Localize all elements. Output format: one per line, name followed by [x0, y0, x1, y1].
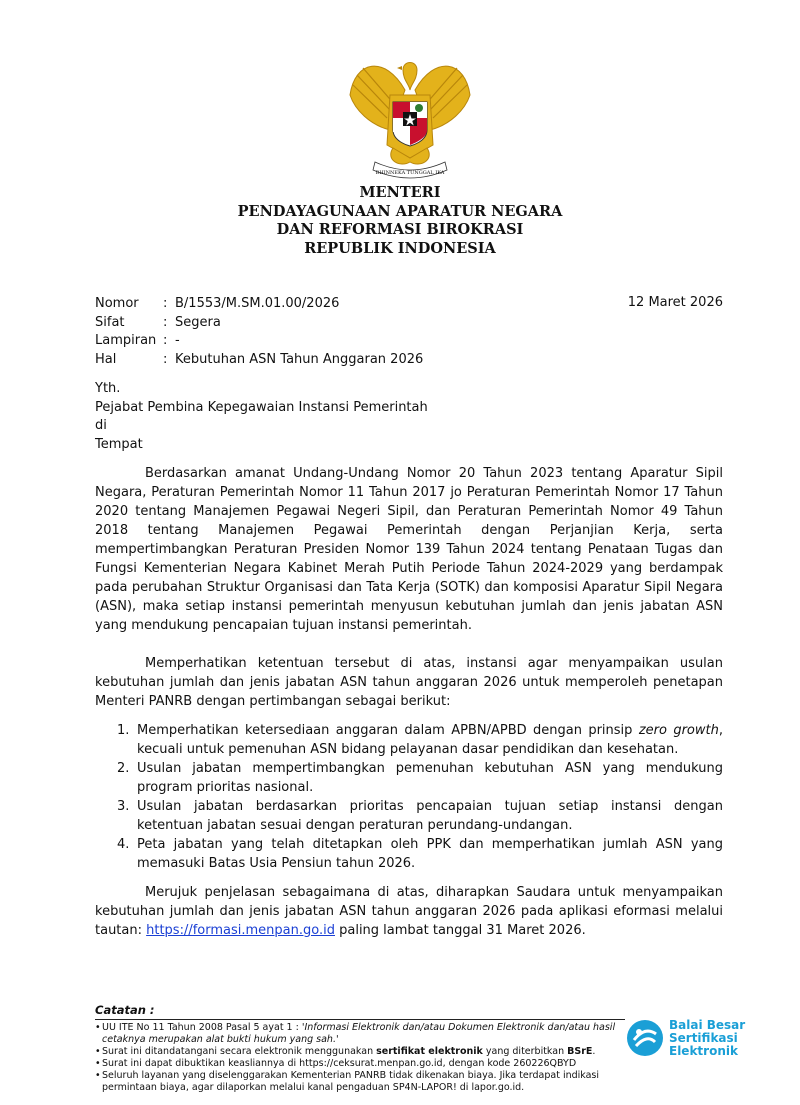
- hal-value: Kebutuhan ASN Tahun Anggaran 2026: [175, 351, 424, 367]
- notes-list: [95, 1022, 625, 1094]
- eformasi-link[interactable]: https://formasi.menpan.go.id: [146, 923, 335, 938]
- note-item: • Seluruh layanan yang diselenggarakan Kementerian PANRB tidak dikenakan biaya. Jika terdapat indikasi permintaan biaya, agar dilaporkan melalui kanal pengaduan SP4N-LAPOR! di lapor.go.id.: [95, 1070, 625, 1094]
- nomor-value: B/1553/M.SM.01.00/2026: [175, 296, 340, 311]
- note-item: • Surat ini ditandatangani secara elektronik menggunakan sertifikat elektronik yang diterbitkan BSrE.: [95, 1046, 625, 1058]
- paragraph-3: [95, 883, 723, 940]
- emphasis-zero-growth: zero growth: [638, 723, 719, 738]
- meta-row-lampiran: [95, 332, 423, 351]
- note-item: • Surat ini dapat dibuktikan keasliannya di https://ceksurat.menpan.go.id, dengan kode 260226QBYD: [95, 1058, 625, 1070]
- recipient-address: [95, 380, 428, 454]
- list-number: 3.: [117, 799, 130, 814]
- address-line-1: Yth.: [95, 381, 121, 396]
- list-item-text: Usulan jabatan berdasarkan prioritas pencapaian tujuan setiap instansi dengan ketentuan jabatan sesuai dengan peraturan perundang-undangan.: [137, 799, 723, 833]
- colon: :: [163, 314, 168, 330]
- considerations-list: [95, 721, 723, 873]
- notes-divider: [95, 1019, 625, 1020]
- letterhead-line-3: DAN REFORMASI BIROKRASI: [276, 221, 524, 238]
- letterhead-line-4: REPUBLIK INDONESIA: [304, 239, 496, 257]
- bsre-logo-icon: [625, 1018, 665, 1058]
- meta-row-sifat: [95, 314, 423, 333]
- lampiran-label: Lampiran: [95, 333, 157, 349]
- lampiran-value: -: [175, 333, 180, 349]
- list-item: [95, 759, 723, 797]
- garuda-emblem-icon: [345, 50, 475, 180]
- bsre-badge: [625, 1018, 745, 1058]
- list-item-text: Usulan jabatan mempertimbangkan pemenuhan kebutuhan ASN yang mendukung program prioritas nasional.: [137, 761, 723, 795]
- list-number: 4.: [117, 837, 130, 852]
- note-item: • UU ITE No 11 Tahun 2008 Pasal 5 ayat 1 : 'Informasi Elektronik dan/atau Dokumen Elektronik dan/atau hasil cetaknya merupakan alat bukti hukum yang sah.': [95, 1022, 625, 1046]
- paragraph-3-text: Merujuk penjelasan sebagaimana di atas, diharapkan Saudara untuk menyampaikan kebutuhan jumlah dan jenis jabatan ASN tahun anggaran 2026 pada aplikasi eformasi melalui tautan: https://formasi.menpan.go.id paling lambat tanggal 31 Maret 2026.: [95, 885, 723, 938]
- list-number: 1.: [117, 723, 130, 738]
- address-line-3: di: [95, 418, 107, 434]
- notes-title: Catatan :: [95, 1003, 155, 1017]
- letterhead-line-2: PENDAYAGUNAAN APARATUR NEGARA: [237, 202, 563, 220]
- list-number: 2.: [117, 761, 130, 776]
- list-item-text: Peta jabatan yang telah ditetapkan oleh PPK dan memperhatikan jumlah ASN yang memasuki Batas Usia Pensiun tahun 2026.: [137, 837, 723, 871]
- emblem-motto: BHINNEKA TUNGGAL IKA: [375, 170, 445, 176]
- paragraph-2-text: Memperhatikan ketentuan tersebut di atas, instansi agar menyampaikan usulan kebutuhan jumlah dan jenis jabatan ASN tahun anggaran 2026 untuk memperoleh penetapan Menteri PANRB dengan pertimbangan sebagai berikut:: [95, 656, 723, 709]
- list-item: [95, 797, 723, 835]
- letter-meta: [95, 295, 423, 369]
- nomor-label: Nomor: [95, 296, 139, 311]
- list-item-text: Memperhatikan ketersediaan anggaran dalam APBN/APBD dengan prinsip zero growth, kecuali untuk pemenuhan ASN bidang pelayanan dasar pendidikan dan kesehatan.: [137, 723, 723, 757]
- address-line-2: Pejabat Pembina Kepegawaian Instansi Pemerintah: [95, 399, 428, 415]
- paragraph-1: [95, 464, 723, 635]
- hal-label: Hal: [95, 351, 117, 367]
- letterhead: [0, 184, 800, 258]
- meta-row-nomor: [95, 295, 423, 314]
- colon: :: [163, 351, 168, 367]
- letter-date: 12 Maret 2026: [627, 295, 723, 310]
- list-item: [95, 721, 723, 759]
- colon: :: [163, 333, 168, 349]
- paragraph-2: [95, 654, 723, 711]
- colon: :: [163, 296, 168, 311]
- letterhead-line-1: MENTERI: [359, 184, 441, 201]
- list-item: [95, 835, 723, 873]
- sifat-value: Segera: [175, 314, 221, 330]
- bsre-label: Balai Besar Sertifikasi Elektronik: [669, 1017, 746, 1058]
- sifat-label: Sifat: [95, 314, 125, 330]
- meta-row-hal: [95, 351, 423, 370]
- address-line-4: Tempat: [95, 436, 143, 452]
- paragraph-1-text: Berdasarkan amanat Undang-Undang Nomor 20 Tahun 2023 tentang Aparatur Sipil Negara, Peraturan Pemerintah Nomor 11 Tahun 2017 jo Peraturan Pemerintah Nomor 17 Tahun 2020 tentang Manajemen Pegawai Negeri Sipil, dan Peraturan Pemerintah Nomor 49 Tahun 2018 tentang Manajemen Pegawai Pemerintah dengan Perjanjian Kerja, serta mempertimbangkan Peraturan Presiden Nomor 139 Tahun 2024 tentang Penataan Tugas dan Fungsi Kementerian Negara Kabinet Merah Putih Periode Tahun 2024-2029 yang berdampak pada perubahan Struktur Organisasi dan Tata Kerja (SOTK) dan komposisi Aparatur Sipil Negara (ASN), maka setiap instansi pemerintah menyusun kebutuhan jumlah dan jenis jabatan ASN yang mendukung pencapaian tujuan instansi pemerintah.: [95, 466, 723, 633]
